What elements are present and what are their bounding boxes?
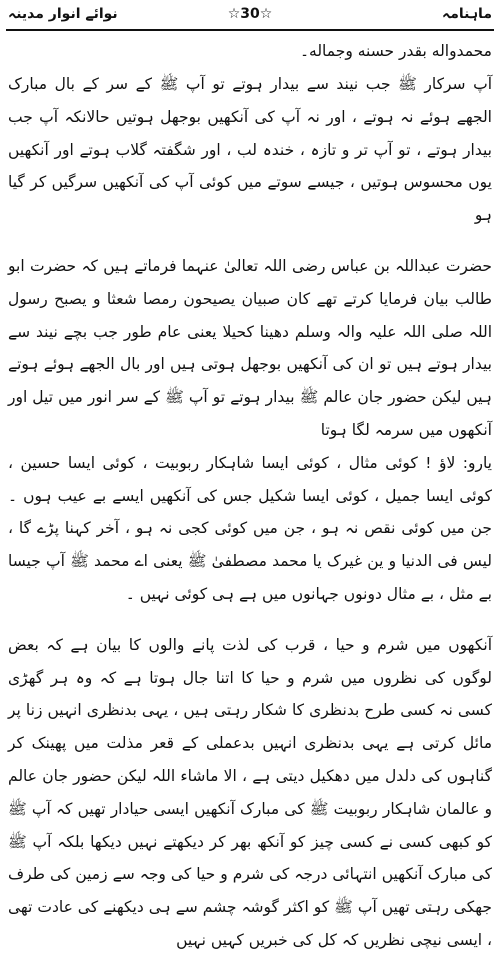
magazine-label: ماہنامہ [442, 6, 492, 22]
paragraph-2 [8, 68, 492, 232]
paragraph-1 [8, 34, 492, 68]
paragraph-4 [8, 447, 492, 611]
page-header [8, 4, 492, 28]
paragraph-text: یارو: لاؤ ! کوئی مثال ، کوئی ایسا شاہکار ربوبیت ، کوئی ایسا حسین ، کوئی ایسا جمیل ، کوئی ایسا شکیل جس کی آنکھیں ایسے بے عیب ہوں ۔ جن میں کوئی نقص نہ ہو ، جن میں کوئی کجی نہ ہو ، آخر کہنا پڑے گا ، لیس فی الدنیا و ین غیرک یا محمد مصطفیٰ ﷺ یعنی اے محمد ﷺ آپ جیسا بے مثل ، بے مثال دونوں جہانوں میں ہے ہی کوئی نہیں ۔ [8, 453, 492, 603]
paragraph-text: آنکھوں میں شرم و حیا ، قرب کی لذت پانے والوں کا بیان ہے کہ بعض لوگوں کی نظروں میں شرم و حیا کا اتنا جال ہوتا ہے کہ وہ ہر گھڑی کسی نہ کسی طرح بدنظری کا شکار رہتی ہیں ، یہی بدنظری انہیں زنا پر مائل کرتی ہے یہی بدنظری انہیں بدعملی کے قعر مذلت میں پھینک کر گناہوں کی دلدل میں دھکیل دیتی ہے ، الا ماشاء اللہ لیکن حضور جان عالم و عالمان شاہکار ربوبیت ﷺ کی مبارک آنکھیں ایسی حیادار تھیں کہ آپ ﷺ کو کبھی کسی نے کسی چیز کو آنکھ بھر کر دیکھتے نہیں دیکھا بلکہ آپ ﷺ کی مبارک آنکھیں انتہائی درجہ کی شرم و حیا کی وجہ سے زمین کی طرف جھکی رہتی تھیں آپ ﷺ کو اکثر گوشہ چشم سے ہی دیکھنے کی عادت تھی ، ایسی نیچی نظریں کہ کل کی خبریں کہیں نہیں [8, 635, 492, 949]
paragraph-text: آپ سرکار ﷺ جب نیند سے بیدار ہوتے تو آپ ﷺ کے سر کے بال مبارک الجھے ہوئے نہ ہوتے ، اور نہ آپ کی آنکھیں بوجھل ہوتیں حالانکہ آپ جب بیدار ہوتے ، تو آپ تر و تازہ ، خندہ لب ، اور شگفتہ گلاب ہوتے اور آنکھیں یوں محسوس ہوتیں ، جیسے سوتے میں کوئی آپ کی آنکھیں سرگیں کر گیا ہو [8, 75, 492, 225]
magazine-title: نوائے انوار مدینہ [8, 6, 118, 22]
paragraph-text: محمدواله بقدر حسنه وجماله۔ [299, 42, 492, 60]
paragraph-gap [8, 611, 492, 629]
paragraph-gap [8, 232, 492, 250]
page-number: ☆30☆ [227, 6, 273, 22]
paragraph-text: حضرت عبداللہ بن عباس رضی اللہ تعالیٰ عنہما فرماتے ہیں کہ حضرت ابو طالب بیان فرمایا کرتے تھے کان صبیان یصیحون رمصا شعثا و یصبح رسول اللہ صلی اللہ علیہ والہ وسلم دھینا کحیلا یعنی عام طور جب بچے نیند سے بیدار ہوتے ہیں تو ان کی آنکھیں بوجھل ہوتی ہیں اور بال الجھے ہوئے ہوتے ہیں لیکن حضور جان عالم ﷺ بیدار ہوتے تو آپ ﷺ کے سر انور میں تیل اور آنکھوں میں سرمہ لگا ہوتا [8, 256, 492, 439]
paragraph-5 [8, 629, 492, 957]
header-rule [6, 29, 494, 31]
paragraph-3 [8, 250, 492, 447]
article-body [8, 34, 492, 957]
